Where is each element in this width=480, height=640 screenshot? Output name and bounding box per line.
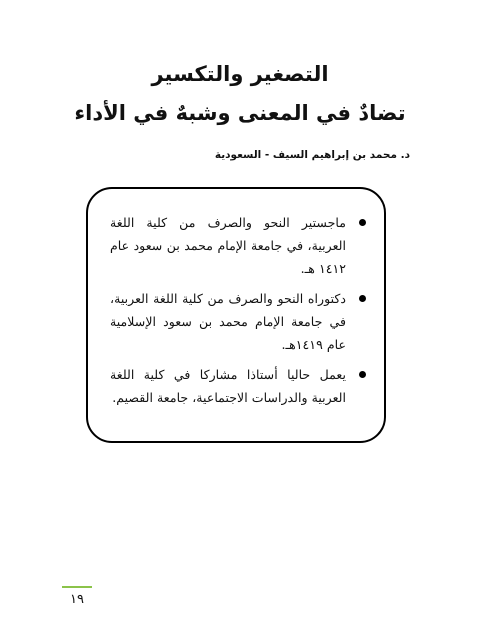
title-line-2: تضادٌ في المعنى وشبهٌ في الأداء xyxy=(74,101,406,125)
bio-item xyxy=(110,363,366,409)
bullet-icon xyxy=(359,371,366,378)
bio-item xyxy=(110,211,366,280)
page-number-rule xyxy=(62,586,92,588)
bio-item xyxy=(110,287,366,356)
bio-item-text: دكتوراه النحو والصرف من كلية اللغة العربية، في جامعة الإمام محمد بن سعود الإسلامية عام ١٤١٩هـ. xyxy=(110,291,346,352)
author-line: د. محمد بن إبراهيم السيف - السعودية xyxy=(214,149,410,161)
bio-item-text: ماجستير النحو والصرف من كلية اللغة العربية، في جامعة الإمام محمد بن سعود عام ١٤١٢ هـ. xyxy=(110,215,346,276)
page-number: ١٩ xyxy=(70,592,84,607)
title-line-1: التصغير والتكسير xyxy=(151,62,329,86)
author-bio-box xyxy=(86,187,386,443)
bullet-icon xyxy=(359,219,366,226)
bio-list xyxy=(110,211,366,409)
bullet-icon xyxy=(359,295,366,302)
bio-item-text: يعمل حاليا أستاذا مشاركا في كلية اللغة العربية والدراسات الاجتماعية، جامعة القصيم. xyxy=(110,367,346,405)
